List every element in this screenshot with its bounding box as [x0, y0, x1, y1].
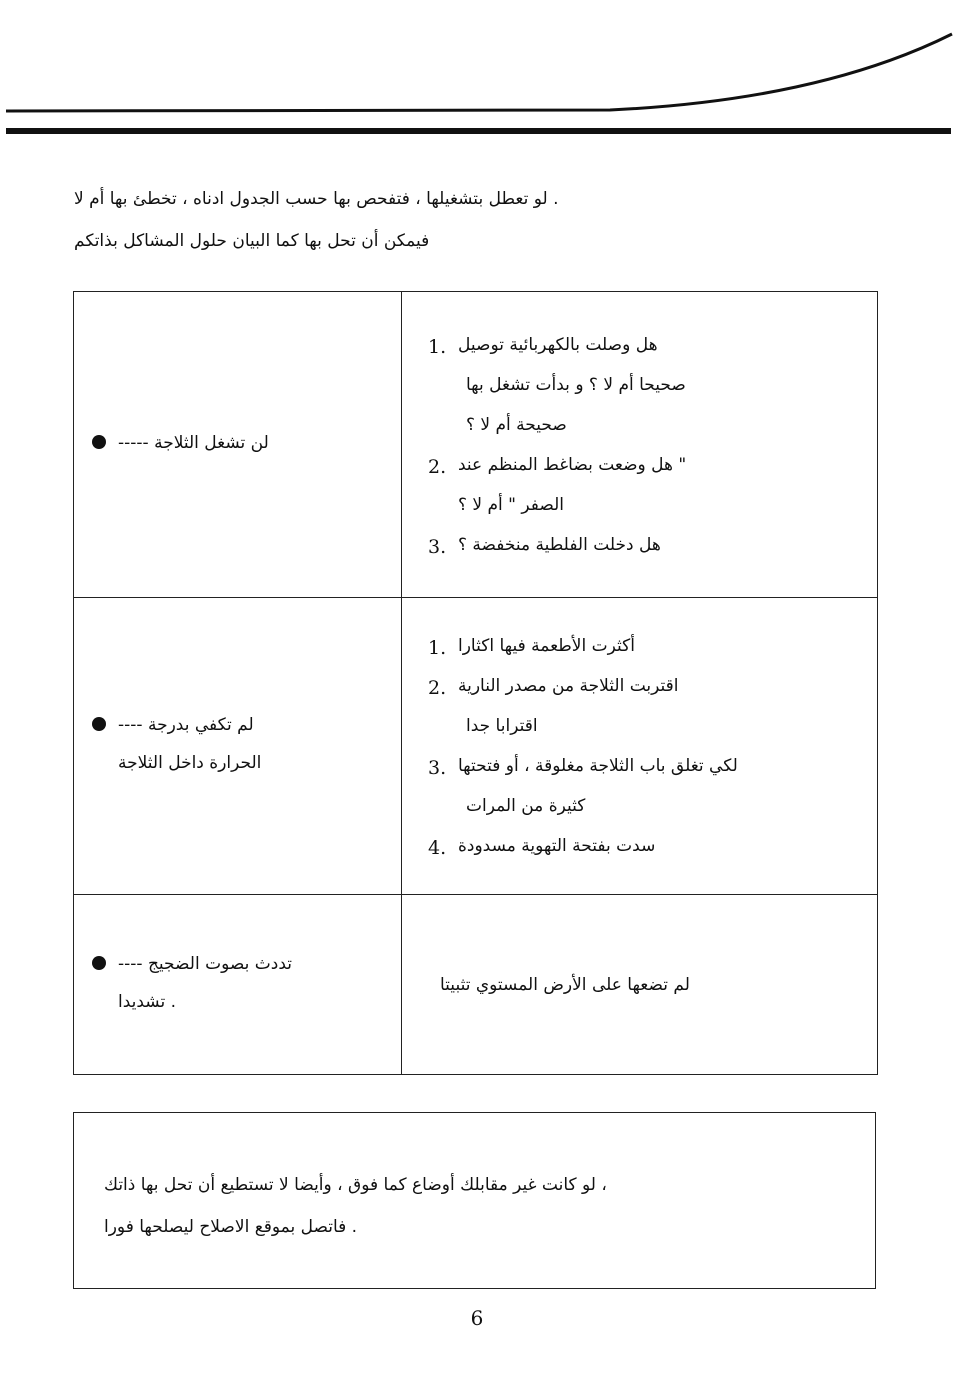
item-line: صحيحا أم لا ؟ و بدأت تشغل بها — [466, 374, 686, 395]
troubleshooting-table — [73, 291, 878, 1075]
list-item — [428, 666, 877, 746]
list-item — [428, 626, 877, 666]
list-item — [428, 325, 877, 445]
table-row — [74, 598, 878, 895]
item-line: هل دخلت الفلطية منخفضة ؟ — [458, 534, 661, 555]
table-row — [74, 292, 878, 598]
item-line: اقتربت الثلاجة من مصدر النارية — [458, 676, 679, 696]
service-note-box — [73, 1112, 876, 1289]
note-line-1: لو كانت غير مقابلك أوضاع كما فوق ، وأيضا لا تستطيع أن تحل بها ذاتك ، — [104, 1175, 607, 1195]
symptom-cell — [74, 598, 402, 895]
page-number: 6 — [470, 1306, 484, 1330]
note-line-2: فاتصل بموقع الاصلاح ليصلحها فورا . — [104, 1217, 358, 1237]
table-row — [74, 895, 878, 1075]
item-line: أكثرت الأطعمة فيها اكثارا — [458, 636, 635, 656]
checks-list — [402, 325, 877, 565]
symptom — [74, 947, 401, 1023]
symptom — [74, 426, 401, 464]
symptom-line: ---- تددث بصوت الضجيج — [118, 953, 292, 974]
intro-line-1: لو تعطل بتشغيلها ، فتفحص بها حسب الجدول ادناه ، تخطئ بها أم لا . — [74, 189, 559, 209]
item-number: 3. — [428, 535, 447, 558]
bullet-icon — [92, 956, 106, 970]
list-item — [428, 525, 877, 565]
item-number: 1. — [428, 637, 447, 659]
item-line: سدت بفتحة التهوية مسدودة — [458, 836, 656, 856]
symptom-line: تشديدا . — [118, 991, 177, 1012]
list-item — [428, 826, 877, 866]
item-number: 1. — [428, 335, 447, 358]
item-line: كثيرة من المرات — [466, 796, 586, 816]
header-decoration — [0, 0, 954, 140]
item-number: 2. — [428, 677, 447, 699]
header-swoosh-line — [6, 34, 952, 111]
solution-cell — [402, 895, 878, 1075]
intro-line-2: فيمكن أن تحل بها كما البيان حلول المشاكل بذاتكم — [74, 231, 430, 251]
item-number: 2. — [428, 455, 447, 478]
intro-paragraph — [74, 180, 774, 264]
checks-cell — [402, 292, 878, 598]
item-line: لكي تغلق باب الثلاجة مغلوقة ، أو فتحتها — [458, 756, 738, 776]
item-line: هل وضعت بضاغط المنظم عند " — [458, 454, 687, 475]
symptom-line: ----- لن تشغل الثلاجة — [118, 432, 269, 453]
item-line: صحيحة أم لا ؟ — [466, 414, 567, 435]
item-line: اقترابا جدا — [466, 716, 538, 736]
item-line: الصفر " أم لا ؟ — [458, 494, 565, 515]
symptom-line: ---- لم تكفي بدرجة — [118, 715, 254, 735]
item-number: 4. — [428, 837, 447, 859]
item-line: هل وصلت بالكهربائية توصيل — [458, 334, 658, 355]
checks-list — [402, 626, 877, 866]
bullet-icon — [92, 717, 106, 731]
symptom-cell — [74, 895, 402, 1075]
list-item — [428, 445, 877, 525]
checks-cell — [402, 598, 878, 895]
symptom — [74, 708, 401, 784]
list-item — [428, 746, 877, 826]
symptom-cell — [74, 292, 402, 598]
item-number: 3. — [428, 757, 447, 779]
symptom-line: الحرارة داخل الثلاجة — [118, 753, 262, 773]
header-rule — [6, 128, 951, 134]
solution-text: لم تضعها على الأرض المستوي تثبيتا — [440, 974, 690, 995]
bullet-icon — [92, 435, 106, 449]
